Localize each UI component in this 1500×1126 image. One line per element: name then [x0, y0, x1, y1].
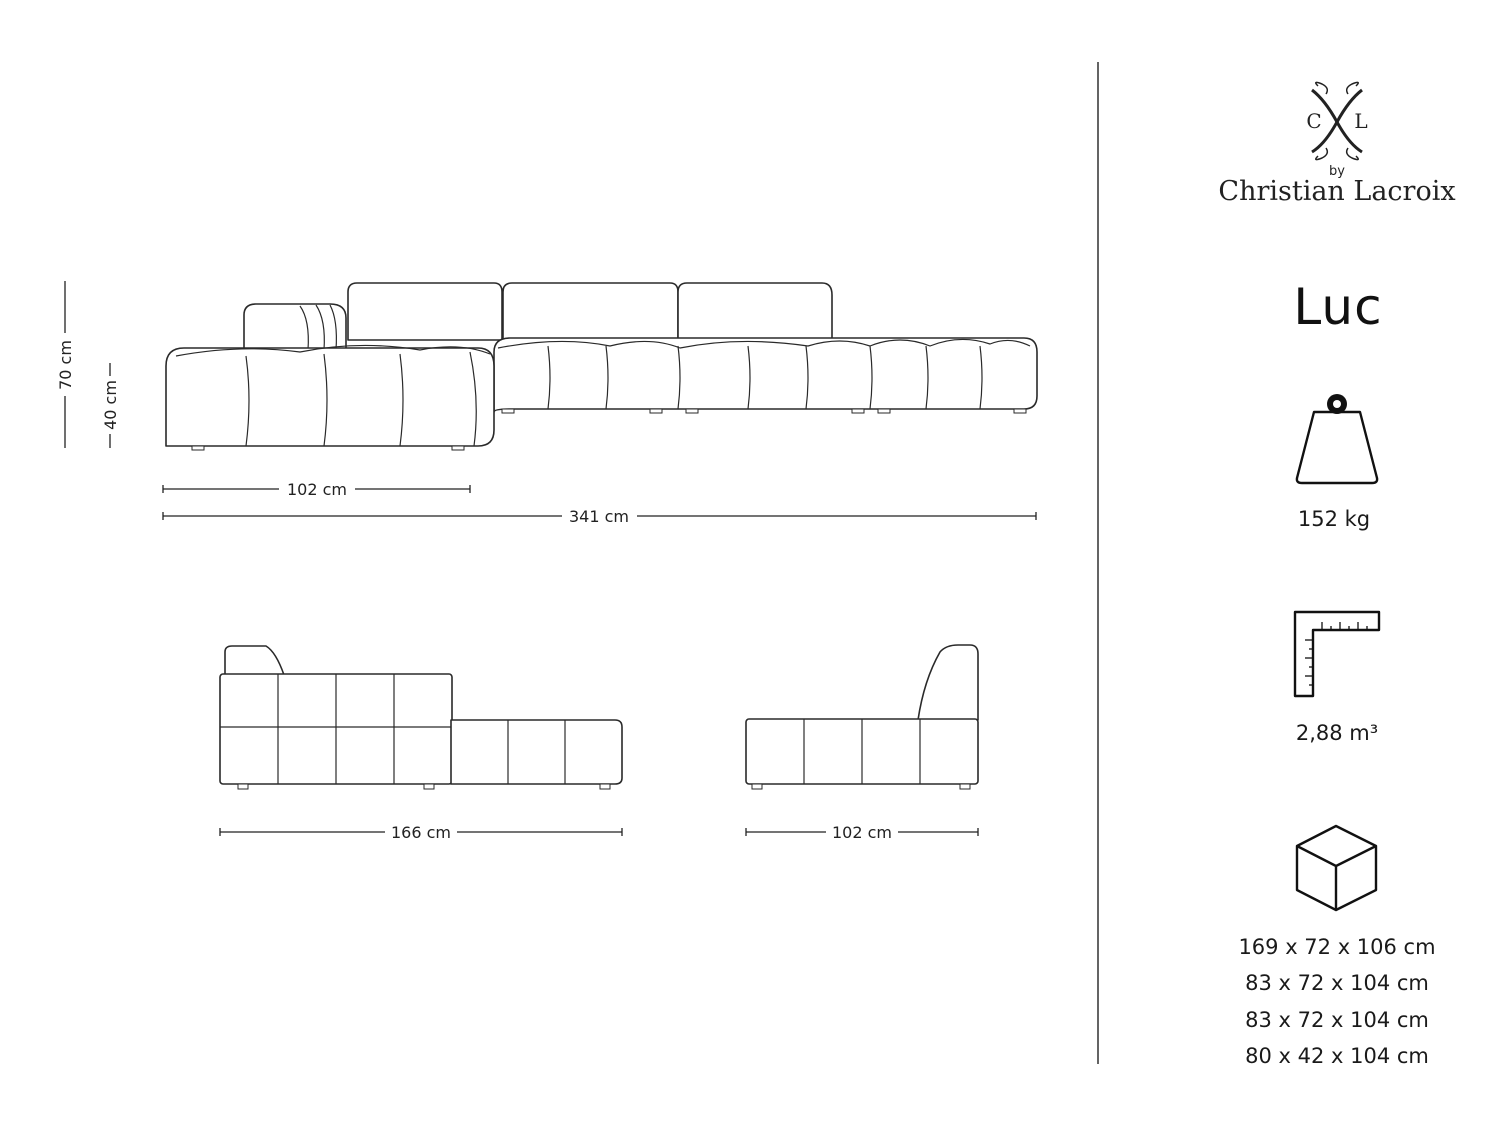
weight-value: 152 kg [1297, 507, 1371, 531]
seat-height-label: 40 cm [101, 380, 120, 430]
front-depth-label: 102 cm [831, 823, 893, 842]
package-dimension-2: 83 x 72 x 104 cm [1245, 971, 1429, 995]
front-depth-dimension [746, 823, 978, 842]
chaise-width-dimension [163, 480, 470, 499]
brand-by: by [1329, 164, 1345, 179]
package-dimension-4: 80 x 42 x 104 cm [1245, 1044, 1429, 1068]
monogram-logo-icon [1306, 82, 1367, 159]
volume-value: 2,88 m³ [1295, 721, 1379, 745]
box-icon [1297, 826, 1376, 910]
height-label: 70 cm [56, 340, 75, 390]
seat-height-dimension [101, 363, 120, 448]
product-title: Luc [1293, 278, 1383, 336]
total-width-dimension [163, 507, 1036, 526]
package-dimension-1: 169 x 72 x 106 cm [1238, 935, 1436, 959]
sofa-side-view [220, 646, 622, 789]
total-width-label: 341 cm [568, 507, 630, 526]
svg-text:C: C [1306, 109, 1322, 133]
sofa-front-view [166, 283, 1037, 450]
package-dimensions-list [1238, 935, 1435, 1068]
side-depth-label: 166 cm [390, 823, 452, 842]
package-dimension-3: 83 x 72 x 104 cm [1245, 1008, 1429, 1032]
height-dimension [56, 281, 75, 448]
weight-icon [1297, 394, 1377, 483]
brand-name: Christian Lacroix [1218, 176, 1456, 207]
chaise-width-label: 102 cm [286, 480, 348, 499]
sofa-end-view [746, 645, 978, 789]
svg-text:L: L [1354, 109, 1368, 133]
side-depth-dimension [220, 823, 622, 842]
ruler-corner-icon [1295, 612, 1379, 696]
